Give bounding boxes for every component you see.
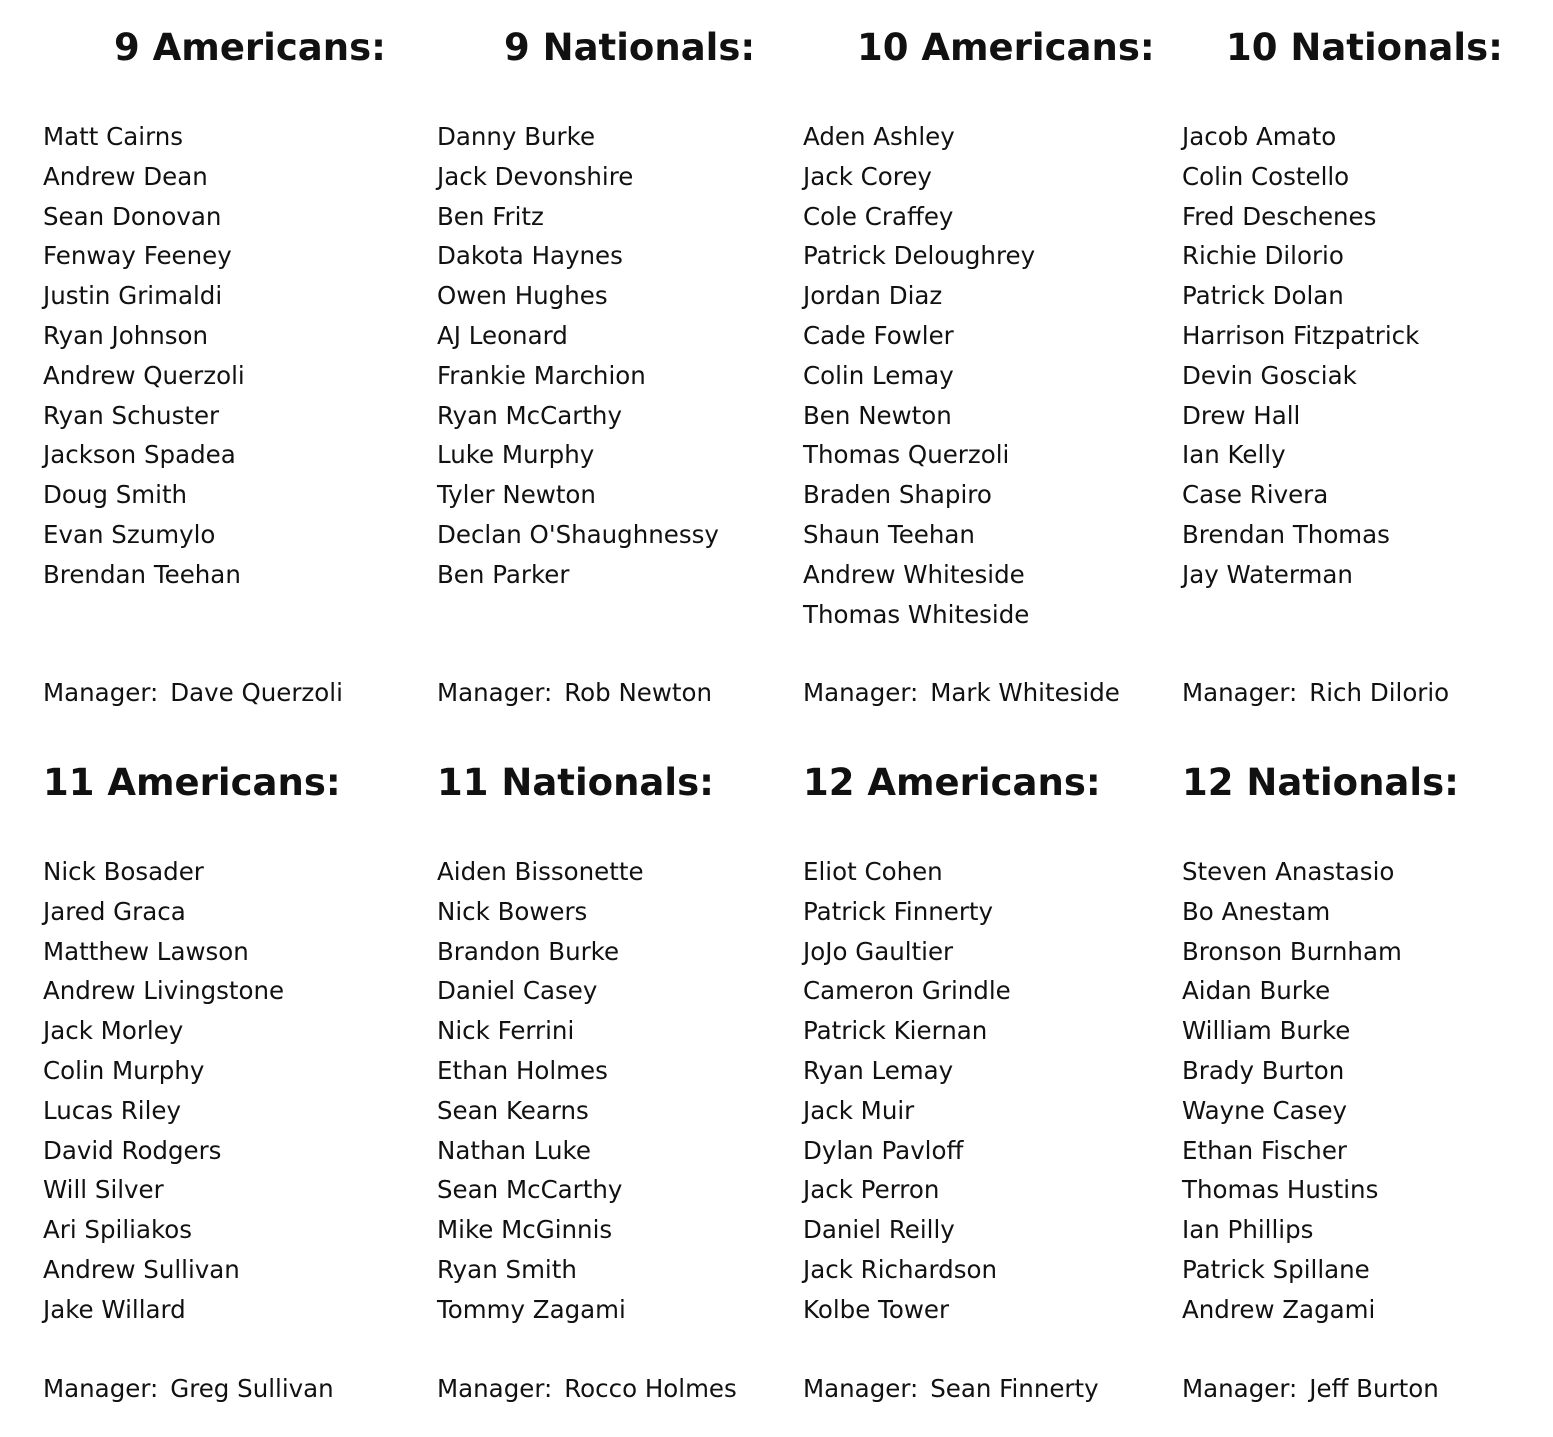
player-name: Jackson Spadea xyxy=(43,440,236,470)
player-name: Braden Shapiro xyxy=(803,480,992,510)
player-list xyxy=(43,117,245,595)
player-name: Jack Richardson xyxy=(803,1254,998,1284)
player-name: Jack Devonshire xyxy=(437,161,634,191)
manager-label: Manager: xyxy=(1182,678,1298,707)
player-name: Patrick Kiernan xyxy=(803,1016,988,1046)
team-title: 12 Nationals: xyxy=(1182,761,1459,804)
player-name: Colin Murphy xyxy=(43,1055,205,1085)
player-name: Doug Smith xyxy=(43,480,188,510)
player-name: Bronson Burnham xyxy=(1182,936,1402,966)
player-name: Brendan Thomas xyxy=(1182,519,1390,549)
player-name: Brady Burton xyxy=(1182,1055,1345,1085)
player-name: Ben Newton xyxy=(803,400,952,430)
manager-line xyxy=(437,1373,737,1405)
player-name: Ryan Johnson xyxy=(43,320,209,350)
player-list xyxy=(803,117,1035,634)
team-title: 10 Nationals: xyxy=(1226,26,1503,69)
player-name: Richie Dilorio xyxy=(1182,241,1344,271)
player-name: Thomas Hustins xyxy=(1182,1175,1379,1205)
player-name: Tommy Zagami xyxy=(437,1294,626,1324)
team-11-nationals xyxy=(437,761,817,1403)
player-name: Devin Gosciak xyxy=(1182,360,1357,390)
team-10-nationals xyxy=(1182,26,1553,707)
player-name: Jared Graca xyxy=(43,896,186,926)
team-12-nationals xyxy=(1182,761,1553,1403)
player-name: Ben Parker xyxy=(437,559,570,589)
team-title: 11 Nationals: xyxy=(437,761,714,804)
player-name: Ethan Holmes xyxy=(437,1055,608,1085)
team-title: 12 Americans: xyxy=(803,761,1101,804)
manager-name: Dave Querzoli xyxy=(170,678,343,707)
manager-line xyxy=(43,1373,334,1405)
manager-name: Rich Dilorio xyxy=(1309,678,1450,707)
player-name: Justin Grimaldi xyxy=(43,281,223,311)
player-name: Aiden Bissonette xyxy=(437,857,644,886)
player-name: Andrew Zagami xyxy=(1182,1294,1376,1324)
player-name: Kolbe Tower xyxy=(803,1294,950,1324)
player-name: Ryan McCarthy xyxy=(437,400,622,430)
player-name: Dakota Haynes xyxy=(437,241,623,271)
player-name: AJ Leonard xyxy=(437,320,568,350)
player-name: Thomas Whiteside xyxy=(803,599,1030,629)
manager-line xyxy=(1182,677,1449,709)
player-name: Harrison Fitzpatrick xyxy=(1182,320,1420,350)
manager-label: Manager: xyxy=(803,678,919,707)
player-name: Ian Kelly xyxy=(1182,440,1286,470)
player-name: Jack Perron xyxy=(803,1175,940,1205)
player-name: Fred Deschenes xyxy=(1182,201,1377,231)
player-name: Danny Burke xyxy=(437,122,596,151)
player-name: Drew Hall xyxy=(1182,400,1301,430)
player-name: Matthew Lawson xyxy=(43,936,249,966)
player-name: Bo Anestam xyxy=(1182,896,1331,926)
team-12-americans xyxy=(803,761,1183,1403)
player-name: Thomas Querzoli xyxy=(803,440,1010,470)
player-name: Steven Anastasio xyxy=(1182,857,1395,886)
team-title: 11 Americans: xyxy=(43,761,341,804)
manager-label: Manager: xyxy=(1182,1374,1298,1403)
player-name: Aidan Burke xyxy=(1182,976,1331,1006)
player-list xyxy=(1182,117,1419,595)
player-name: Patrick Dolan xyxy=(1182,281,1344,311)
player-name: Owen Hughes xyxy=(437,281,608,311)
team-title: 9 Nationals: xyxy=(504,26,756,69)
team-10-americans xyxy=(803,26,1183,707)
player-name: Will Silver xyxy=(43,1175,164,1205)
player-name: Andrew Livingstone xyxy=(43,976,285,1006)
team-9-americans xyxy=(43,26,423,707)
manager-name: Rob Newton xyxy=(564,678,713,707)
player-name: Sean Kearns xyxy=(437,1095,589,1125)
manager-line xyxy=(43,677,343,709)
player-name: Declan O'Shaughnessy xyxy=(437,519,719,549)
player-name: Ari Spiliakos xyxy=(43,1215,193,1245)
player-name: Andrew Whiteside xyxy=(803,559,1025,589)
manager-name: Mark Whiteside xyxy=(930,678,1120,707)
player-name: Ben Fritz xyxy=(437,201,544,231)
player-name: Sean Donovan xyxy=(43,201,222,231)
player-name: Tyler Newton xyxy=(437,480,596,510)
player-list xyxy=(437,117,719,595)
player-name: Fenway Feeney xyxy=(43,241,232,271)
player-list xyxy=(1182,852,1402,1330)
player-name: Daniel Reilly xyxy=(803,1215,955,1245)
player-name: Andrew Sullivan xyxy=(43,1254,240,1284)
player-name: David Rodgers xyxy=(43,1135,222,1165)
team-title: 10 Americans: xyxy=(857,26,1155,69)
player-name: Jake Willard xyxy=(43,1294,186,1324)
player-name: Ethan Fischer xyxy=(1182,1135,1347,1165)
manager-line xyxy=(1182,1373,1439,1405)
player-name: Colin Lemay xyxy=(803,360,954,390)
manager-label: Manager: xyxy=(43,1374,159,1403)
manager-label: Manager: xyxy=(43,678,159,707)
player-list xyxy=(437,852,644,1330)
player-name: Brendan Teehan xyxy=(43,559,241,589)
player-name: Andrew Dean xyxy=(43,161,208,191)
manager-name: Greg Sullivan xyxy=(170,1374,334,1403)
manager-name: Rocco Holmes xyxy=(564,1374,737,1403)
player-name: Eliot Cohen xyxy=(803,857,943,886)
player-name: Jacob Amato xyxy=(1182,122,1337,151)
manager-label: Manager: xyxy=(803,1374,919,1403)
player-name: Matt Cairns xyxy=(43,122,184,151)
player-name: Mike McGinnis xyxy=(437,1215,613,1245)
player-name: Ryan Lemay xyxy=(803,1055,954,1085)
player-name: Nathan Luke xyxy=(437,1135,591,1165)
player-name: Brandon Burke xyxy=(437,936,620,966)
manager-label: Manager: xyxy=(437,678,553,707)
player-name: Ryan Smith xyxy=(437,1254,577,1284)
player-name: Evan Szumylo xyxy=(43,519,216,549)
player-name: Case Rivera xyxy=(1182,480,1329,510)
player-name: Jack Corey xyxy=(803,161,932,191)
player-name: Jay Waterman xyxy=(1182,559,1353,589)
team-9-nationals xyxy=(437,26,817,707)
player-name: Jordan Diaz xyxy=(803,281,943,311)
manager-label: Manager: xyxy=(437,1374,553,1403)
player-name: Cameron Grindle xyxy=(803,976,1011,1006)
manager-line xyxy=(803,677,1120,709)
player-name: Patrick Finnerty xyxy=(803,896,994,926)
manager-line xyxy=(803,1373,1099,1405)
manager-name: Jeff Burton xyxy=(1309,1374,1439,1403)
player-name: Aden Ashley xyxy=(803,122,955,151)
player-name: Frankie Marchion xyxy=(437,360,646,390)
player-name: Wayne Casey xyxy=(1182,1095,1348,1125)
team-11-americans xyxy=(43,761,423,1403)
player-name: Dylan Pavloff xyxy=(803,1135,964,1165)
player-name: Cole Craffey xyxy=(803,201,954,231)
player-name: Nick Bosader xyxy=(43,857,204,886)
manager-line xyxy=(437,677,712,709)
player-name: Colin Costello xyxy=(1182,161,1350,191)
player-name: Ryan Schuster xyxy=(43,400,220,430)
player-name: Shaun Teehan xyxy=(803,519,975,549)
player-name: Patrick Spillane xyxy=(1182,1254,1370,1284)
player-name: Patrick Deloughrey xyxy=(803,241,1036,271)
manager-name: Sean Finnerty xyxy=(930,1374,1099,1403)
player-name: Jack Muir xyxy=(803,1095,915,1125)
player-name: Nick Ferrini xyxy=(437,1016,575,1046)
player-name: Andrew Querzoli xyxy=(43,360,245,390)
player-name: Cade Fowler xyxy=(803,320,954,350)
player-name: Jack Morley xyxy=(43,1016,184,1046)
player-name: William Burke xyxy=(1182,1016,1351,1046)
player-list xyxy=(43,852,284,1330)
player-name: JoJo Gaultier xyxy=(803,936,954,966)
team-title: 9 Americans: xyxy=(114,26,386,69)
player-name: Daniel Casey xyxy=(437,976,598,1006)
player-name: Luke Murphy xyxy=(437,440,595,470)
player-name: Sean McCarthy xyxy=(437,1175,623,1205)
player-name: Nick Bowers xyxy=(437,896,588,926)
player-list xyxy=(803,852,1011,1330)
player-name: Ian Phillips xyxy=(1182,1215,1314,1245)
player-name: Lucas Riley xyxy=(43,1095,181,1125)
